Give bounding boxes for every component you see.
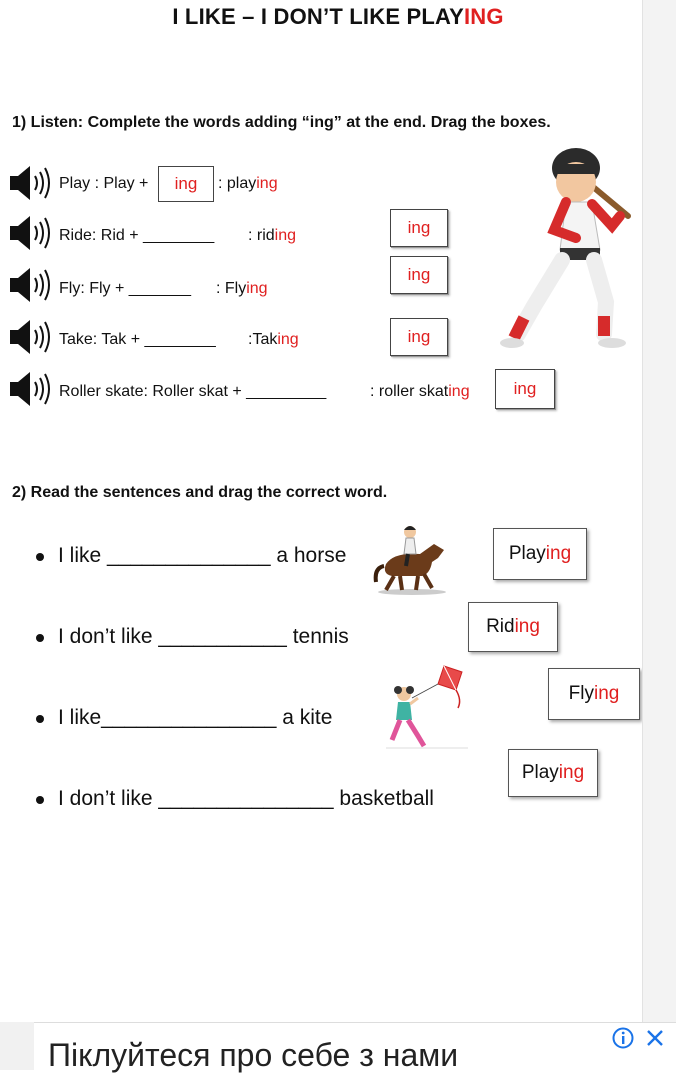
exercise-row-3: Fly: Fly + _______: [59, 280, 192, 297]
word-drag-box-playing[interactable]: Play ing: [493, 528, 587, 580]
baseball-player-illustration: [488, 138, 638, 350]
row-result-5: : roller skating: [370, 383, 470, 400]
title-accent: ING: [463, 4, 504, 29]
bullet: [36, 553, 44, 561]
ad-card[interactable]: [34, 1022, 676, 1071]
bullet: [36, 796, 44, 804]
sentence-3: I like_______________ a kite: [58, 706, 333, 729]
ad-banner[interactable]: [0, 1022, 676, 1073]
sentence-1: I like ______________ a horse: [58, 544, 347, 567]
speaker-icon[interactable]: [8, 214, 54, 252]
page-title: [0, 4, 676, 30]
bullet: [36, 715, 44, 723]
bullet: [36, 634, 44, 642]
speaker-icon[interactable]: [8, 370, 54, 408]
kite-girl-illustration: [382, 660, 472, 752]
speaker-icon[interactable]: [8, 266, 54, 304]
exercise-row-5: Roller skate: Roller skat + _________: [59, 383, 327, 400]
sentence-4: I don’t like _______________ basketball: [58, 787, 434, 810]
word-drag-box-riding[interactable]: Rid ing: [468, 602, 558, 652]
title-main: I LIKE – I DON’T LIKE PLAY: [172, 4, 464, 29]
section2-heading: 2) Read the sentences and drag the correct word.: [12, 484, 388, 501]
horse-rider-illustration: [372, 522, 452, 596]
section1-heading: 1) Listen: Complete the words adding “ing” at the end. Drag the boxes.: [12, 114, 551, 131]
word-drag-box-playing-2[interactable]: Play ing: [508, 749, 598, 797]
exercise-row-1: [59, 175, 148, 193]
word-drag-box-flying[interactable]: Fly ing: [548, 668, 640, 720]
speaker-icon[interactable]: [8, 318, 54, 356]
page-margin: [642, 0, 676, 1022]
row-prefix: Play : Play +: [59, 175, 149, 192]
exercise-row-2: Ride: Rid + ________: [59, 227, 215, 244]
info-icon[interactable]: [612, 1027, 634, 1049]
row-result-1: : playing: [218, 175, 278, 192]
ing-drag-box[interactable]: ing: [495, 369, 555, 409]
ing-drop-box-placed[interactable]: ing: [158, 166, 214, 202]
row-result-2: : riding: [248, 227, 297, 244]
row-result-3: : Flying: [216, 280, 268, 297]
ing-drag-box[interactable]: ing: [390, 318, 448, 356]
ing-drag-box[interactable]: ing: [390, 256, 448, 294]
exercise-row-4: Take: Tak + ________: [59, 331, 216, 348]
row-result-4: :Taking: [248, 331, 299, 348]
close-icon[interactable]: [644, 1027, 666, 1049]
ad-text[interactable]: Піклуйтеся про себе з нами: [48, 1037, 459, 1073]
speaker-icon[interactable]: [8, 164, 54, 202]
ing-drag-box[interactable]: ing: [390, 209, 448, 247]
sentence-2: I don’t like ___________ tennis: [58, 625, 349, 648]
